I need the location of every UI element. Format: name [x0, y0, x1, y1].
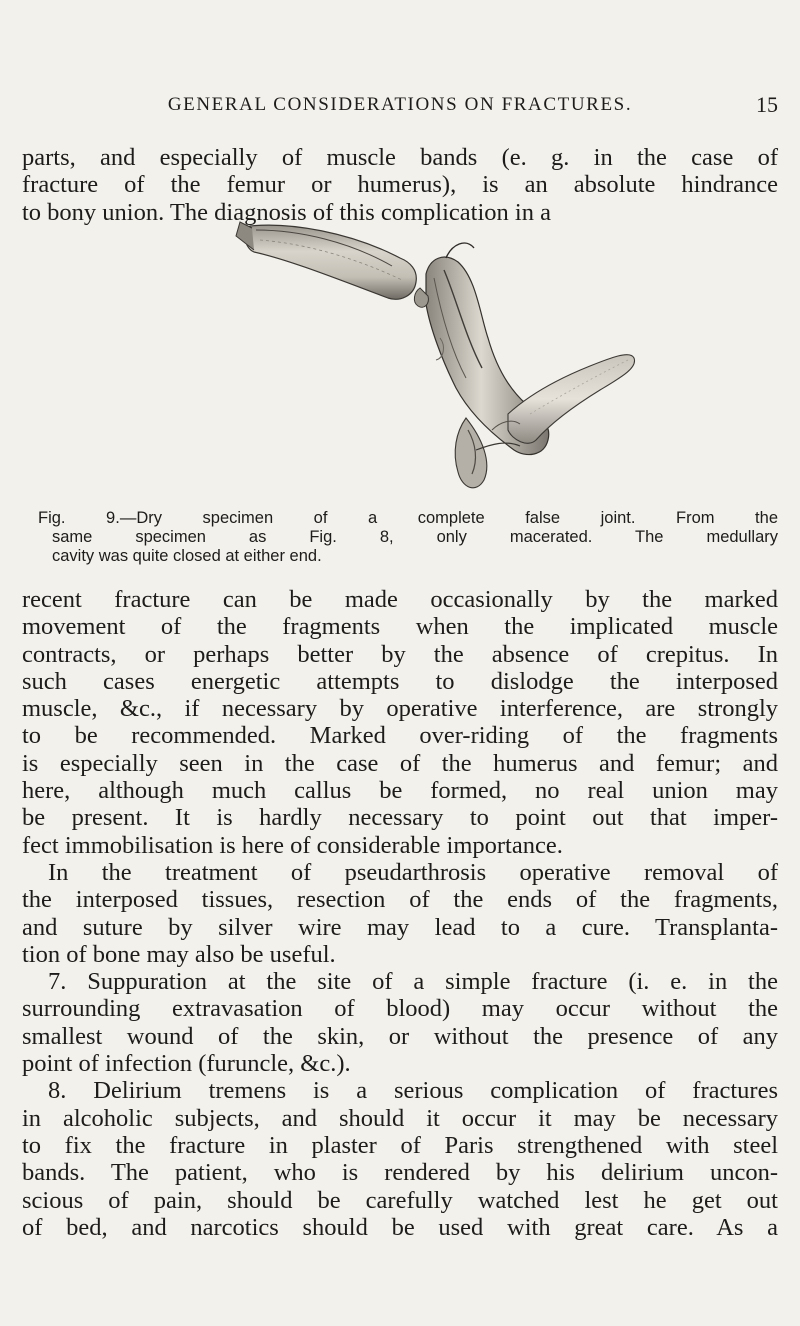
text-line: tion of bone may also be useful.: [22, 940, 336, 968]
text-line: in alcoholic subjects, and should it occur it may be necessary: [22, 1104, 778, 1132]
text-line: In the treatment of pseudarthrosis operative removal of: [48, 858, 778, 886]
page-number: 15: [756, 92, 778, 117]
text-line: such cases energetic attempts to dislodge the interposed: [22, 667, 778, 695]
text-line: to be recommended. Marked over-riding of the fragments: [22, 722, 778, 750]
text-line: is especially seen in the case of the humerus and femur; and: [22, 749, 778, 777]
page-header: [22, 88, 778, 122]
text-line: fect immobilisation is here of considerable importance.: [22, 831, 563, 859]
text-line: scious of pain, should be carefully watched lest he get out: [22, 1186, 778, 1214]
top-paragraph: [22, 144, 778, 226]
text-line: of bed, and narcotics should be used with great care. As a: [22, 1213, 778, 1241]
text-line: 7. Suppuration at the site of a simple fracture (i. e. in the: [48, 968, 778, 996]
text-line: muscle, &c., if necessary by operative interference, are strongly: [22, 695, 778, 723]
text-line: surrounding extravasation of blood) may occur without the: [22, 995, 778, 1023]
text-line: contracts, or perhaps better by the absence of crepitus. In: [22, 640, 778, 668]
text-line: 8. Delirium tremens is a serious complication of fractures: [48, 1077, 778, 1105]
text-line: and suture by silver wire may lead to a cure. Transplanta-: [22, 913, 778, 941]
text-line: fracture of the femur or humerus), is an absolute hindrance: [22, 171, 778, 199]
text-line: be present. It is hardly necessary to point out that imper-: [22, 804, 778, 832]
false-joint-bone-illustration: [230, 218, 640, 508]
text-line: movement of the fragments when the implicated muscle: [22, 613, 778, 641]
text-line: smallest wound of the skin, or without the presence of any: [22, 1022, 778, 1050]
text-line: point of infection (furuncle, &c.).: [22, 1050, 351, 1078]
text-line: here, although much callus be formed, no real union may: [22, 777, 778, 805]
text-line: to bony union. The diagnosis of this complication in a: [22, 198, 551, 226]
running-head: GENERAL CONSIDERATIONS ON FRACTURES.: [167, 94, 633, 115]
body-text: [22, 586, 778, 1241]
text-line: recent fracture can be made occasionally by the marked: [22, 586, 778, 613]
figure-bone-illustration: [230, 218, 640, 508]
text-line: the interposed tissues, resection of the ends of the fragments,: [22, 886, 778, 914]
figure-caption: [38, 509, 778, 566]
caption-line: same specimen as Fig. 8, only macerated. The medullary: [52, 528, 778, 546]
caption-line: cavity was quite closed at either end.: [52, 547, 322, 565]
caption-line: Fig. 9.—Dry specimen of a complete false joint. From the: [38, 509, 778, 527]
text-line: bands. The patient, who is rendered by his delirium uncon-: [22, 1159, 778, 1187]
text-line: to fix the fracture in plaster of Paris strengthened with steel: [22, 1131, 778, 1159]
text-line: parts, and especially of muscle bands (e. g. in the case of: [22, 144, 778, 171]
